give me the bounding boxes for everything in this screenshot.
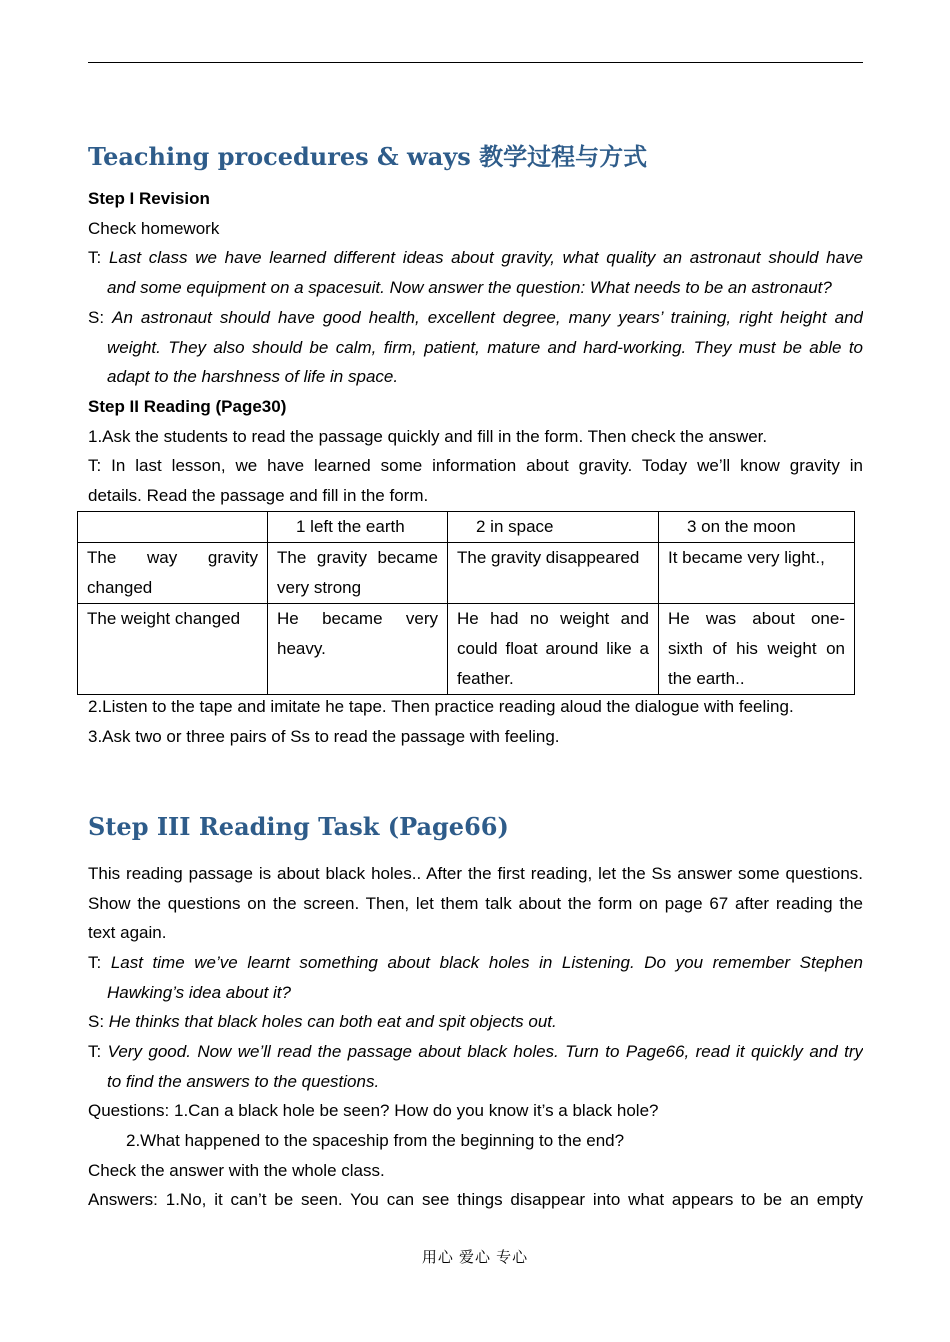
step1-title: Step I Revision (88, 189, 210, 208)
step3-t1-line2: Hawking’s idea about it? (107, 983, 291, 1002)
step3-p3: text again. (88, 923, 167, 942)
gravity-form-table (77, 511, 855, 695)
step3-check: Check the answer with the whole class. (88, 1161, 385, 1180)
step3-question1: Questions: 1.Can a black hole be seen? How do you know it’s a black hole? (88, 1101, 659, 1120)
table-cell: It became very light., (659, 543, 855, 604)
header-rule (88, 62, 863, 63)
step1-line: Check homework (88, 219, 220, 238)
heading-teaching-procedures: Teaching procedures & ways 教学过程与方式 (88, 142, 648, 171)
table-header-cell: 2 in space (448, 512, 659, 543)
step3-p2: Show the questions on the screen. Then, let them talk about the form on page 67 after reading the (88, 894, 863, 913)
table-cell: He became very heavy. (268, 604, 448, 695)
table-header-cell: 3 on the moon (659, 512, 855, 543)
table-row (78, 604, 855, 695)
step2-item2: 2.Listen to the tape and imitate he tape. Then practice reading aloud the dialogue with feeling. (88, 697, 794, 716)
step3-p1: This reading passage is about black holes.. After the first reading, let the Ss answer some questions. (88, 864, 863, 883)
step3-t2-line2: to find the answers to the questions. (107, 1072, 380, 1091)
table-header-cell (78, 512, 268, 543)
table-cell: The weight changed (78, 604, 268, 695)
step1-s-line2: weight. They also should be calm, firm, patient, mature and hard-working. They must be able to (107, 338, 863, 357)
step1-s-line3: adapt to the harshness of life in space. (107, 367, 399, 386)
step2-item3: 3.Ask two or three pairs of Ss to read the passage with feeling. (88, 727, 560, 746)
step2-t-line1: T: In last lesson, we have learned some information about gravity. Today we’ll know gravity in (88, 456, 863, 475)
step3-answers: Answers: 1.No, it can’t be seen. You can see things disappear into what appears to be an empty (88, 1190, 863, 1209)
step1-s-line1: S: An astronaut should have good health, excellent degree, many years’ training, right height and (88, 308, 863, 327)
step1-t-line1: T: Last class we have learned different ideas about gravity, what quality an astronaut should have (88, 248, 863, 267)
table-cell: The way gravity changed (78, 543, 268, 604)
table-cell: He was about one- sixth of his weight on the earth.. (659, 604, 855, 695)
step2-title: Step II Reading (Page30) (88, 397, 287, 416)
step2-item1: 1.Ask the students to read the passage quickly and fill in the form. Then check the answer. (88, 427, 768, 446)
step3-question2: 2.What happened to the spaceship from the beginning to the end? (126, 1131, 625, 1150)
table-header-cell: 1 left the earth (268, 512, 448, 543)
step3-t1-line1: T: Last time we’ve learnt something about black holes in Listening. Do you remember Stephen (88, 953, 863, 972)
table-row (78, 543, 855, 604)
step3-s1-line1: S: He thinks that black holes can both eat and spit objects out. (88, 1012, 557, 1031)
page-footer: 用心 爱心 专心 (421, 1249, 529, 1266)
table-header-row (78, 512, 855, 543)
heading-reading-task: Step III Reading Task (Page66) (88, 812, 509, 841)
step3-t2-line1: T: Very good. Now we’ll read the passage about black holes. Turn to Page66, read it quickly and try (88, 1042, 863, 1061)
step1-t-line2: and some equipment on a spacesuit. Now answer the question: What needs to be an astronaut? (107, 278, 832, 297)
step2-t-line2: details. Read the passage and fill in the form. (88, 486, 429, 505)
table-cell: The gravity became very strong (268, 543, 448, 604)
table-cell: He had no weight and could float around like a feather. (448, 604, 659, 695)
table-cell: The gravity disappeared (448, 543, 659, 604)
